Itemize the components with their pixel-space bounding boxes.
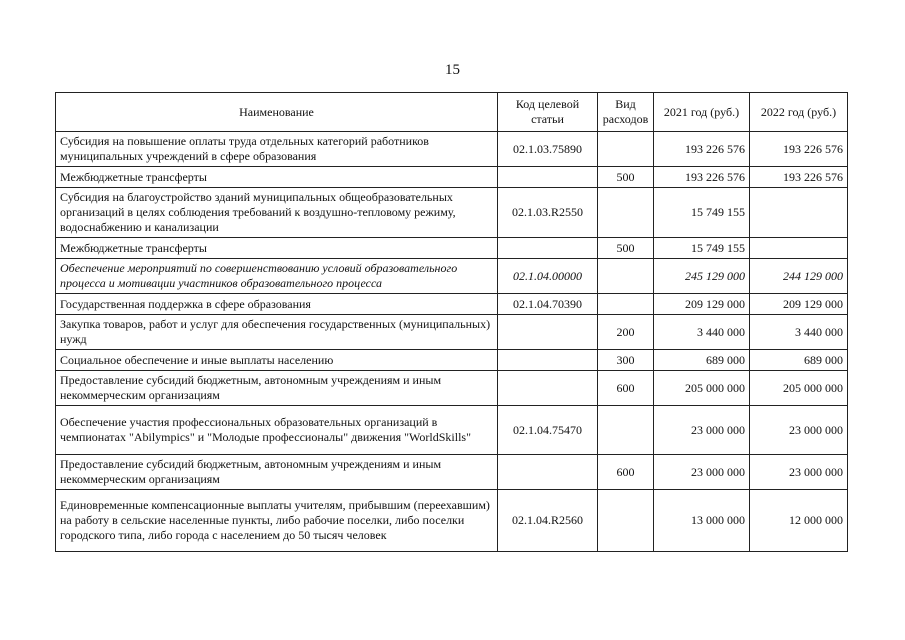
row-expense-type-cell: 600 (598, 455, 654, 490)
row-2022-cell: 209 129 000 (750, 294, 848, 315)
row-code-cell (498, 238, 598, 259)
row-2022-cell: 205 000 000 (750, 371, 848, 406)
row-name-cell: Государственная поддержка в сфере образования (56, 294, 498, 315)
row-expense-type-cell (598, 406, 654, 455)
row-name-cell: Субсидия на повышение оплаты труда отдельных категорий работников муниципальных учреждений в сфере образования (56, 132, 498, 167)
row-code-cell: 02.1.04.75470 (498, 406, 598, 455)
row-name-cell: Обеспечение мероприятий по совершенствованию условий образовательного процесса и мотивации участников образовательного процесса (56, 259, 498, 294)
row-name-cell: Межбюджетные трансферты (56, 238, 498, 259)
column-header-name: Наименование (56, 93, 498, 132)
page-number: 15 (445, 62, 460, 78)
table-row (56, 167, 848, 188)
table-row (56, 406, 848, 455)
row-name-cell: Предоставление субсидий бюджетным, автономным учреждениям и иным некоммерческим организациям (56, 455, 498, 490)
column-header-2022: 2022 год (руб.) (750, 93, 848, 132)
column-header-expense-type: Вид расходов (598, 93, 654, 132)
row-code-cell (498, 371, 598, 406)
table-header-row (56, 93, 848, 132)
row-expense-type-cell (598, 259, 654, 294)
row-2021-cell: 689 000 (654, 350, 750, 371)
table-row (56, 188, 848, 238)
row-2021-cell: 23 000 000 (654, 406, 750, 455)
row-name-cell: Субсидия на благоустройство зданий муниципальных общеобразовательных организаций в целях соблюдения требований к воздушно-тепловому режиму, водоснабжению и канализации (56, 188, 498, 238)
row-2021-cell: 245 129 000 (654, 259, 750, 294)
row-2022-cell (750, 188, 848, 238)
row-2022-cell: 689 000 (750, 350, 848, 371)
row-2021-cell: 193 226 576 (654, 167, 750, 188)
row-code-cell: 02.1.04.R2560 (498, 490, 598, 552)
row-expense-type-cell (598, 188, 654, 238)
row-expense-type-cell: 500 (598, 238, 654, 259)
row-2022-cell: 12 000 000 (750, 490, 848, 552)
row-name-cell: Предоставление субсидий бюджетным, автономным учреждениям и иным некоммерческим организациям (56, 371, 498, 406)
row-name-cell: Межбюджетные трансферты (56, 167, 498, 188)
row-name-cell: Обеспечение участия профессиональных образовательных организаций в чемпионатах "Abilympics" и "Молодые профессионалы" движения "WorldSkills" (56, 406, 498, 455)
row-2021-cell: 209 129 000 (654, 294, 750, 315)
row-2022-cell: 23 000 000 (750, 455, 848, 490)
row-2022-cell: 23 000 000 (750, 406, 848, 455)
row-name-cell: Социальное обеспечение и иные выплаты населению (56, 350, 498, 371)
table-row (56, 238, 848, 259)
row-2021-cell: 13 000 000 (654, 490, 750, 552)
row-expense-type-cell: 200 (598, 315, 654, 350)
column-header-2021: 2021 год (руб.) (654, 93, 750, 132)
row-expense-type-cell: 500 (598, 167, 654, 188)
row-expense-type-cell (598, 132, 654, 167)
row-expense-type-cell: 300 (598, 350, 654, 371)
row-2021-cell: 205 000 000 (654, 371, 750, 406)
table-row (56, 350, 848, 371)
row-code-cell (498, 167, 598, 188)
row-2021-cell: 23 000 000 (654, 455, 750, 490)
row-code-cell (498, 350, 598, 371)
row-code-cell: 02.1.04.70390 (498, 294, 598, 315)
row-2022-cell: 244 129 000 (750, 259, 848, 294)
budget-table (55, 92, 848, 552)
table-row (56, 259, 848, 294)
row-name-cell: Закупка товаров, работ и услуг для обеспечения государственных (муниципальных) нужд (56, 315, 498, 350)
row-name-cell: Единовременные компенсационные выплаты учителям, прибывшим (переехавшим) на работу в сельские населенные пункты, либо рабочие поселки, либо поселки городского типа, либо города с населением до 50 тысяч человек (56, 490, 498, 552)
table-row (56, 315, 848, 350)
table-body (56, 132, 848, 552)
row-2022-cell: 193 226 576 (750, 167, 848, 188)
row-2021-cell: 15 749 155 (654, 238, 750, 259)
row-code-cell (498, 455, 598, 490)
row-code-cell: 02.1.04.00000 (498, 259, 598, 294)
row-2021-cell: 15 749 155 (654, 188, 750, 238)
row-code-cell: 02.1.03.75890 (498, 132, 598, 167)
table-row (56, 371, 848, 406)
row-code-cell (498, 315, 598, 350)
table-row (56, 132, 848, 167)
row-2021-cell: 3 440 000 (654, 315, 750, 350)
row-2022-cell: 3 440 000 (750, 315, 848, 350)
row-2021-cell: 193 226 576 (654, 132, 750, 167)
row-expense-type-cell (598, 294, 654, 315)
row-expense-type-cell: 600 (598, 371, 654, 406)
row-2022-cell: 193 226 576 (750, 132, 848, 167)
table-row (56, 455, 848, 490)
table-row (56, 490, 848, 552)
row-2022-cell (750, 238, 848, 259)
table-row (56, 294, 848, 315)
row-expense-type-cell (598, 490, 654, 552)
row-code-cell: 02.1.03.R2550 (498, 188, 598, 238)
column-header-code: Код целевой статьи (498, 93, 598, 132)
